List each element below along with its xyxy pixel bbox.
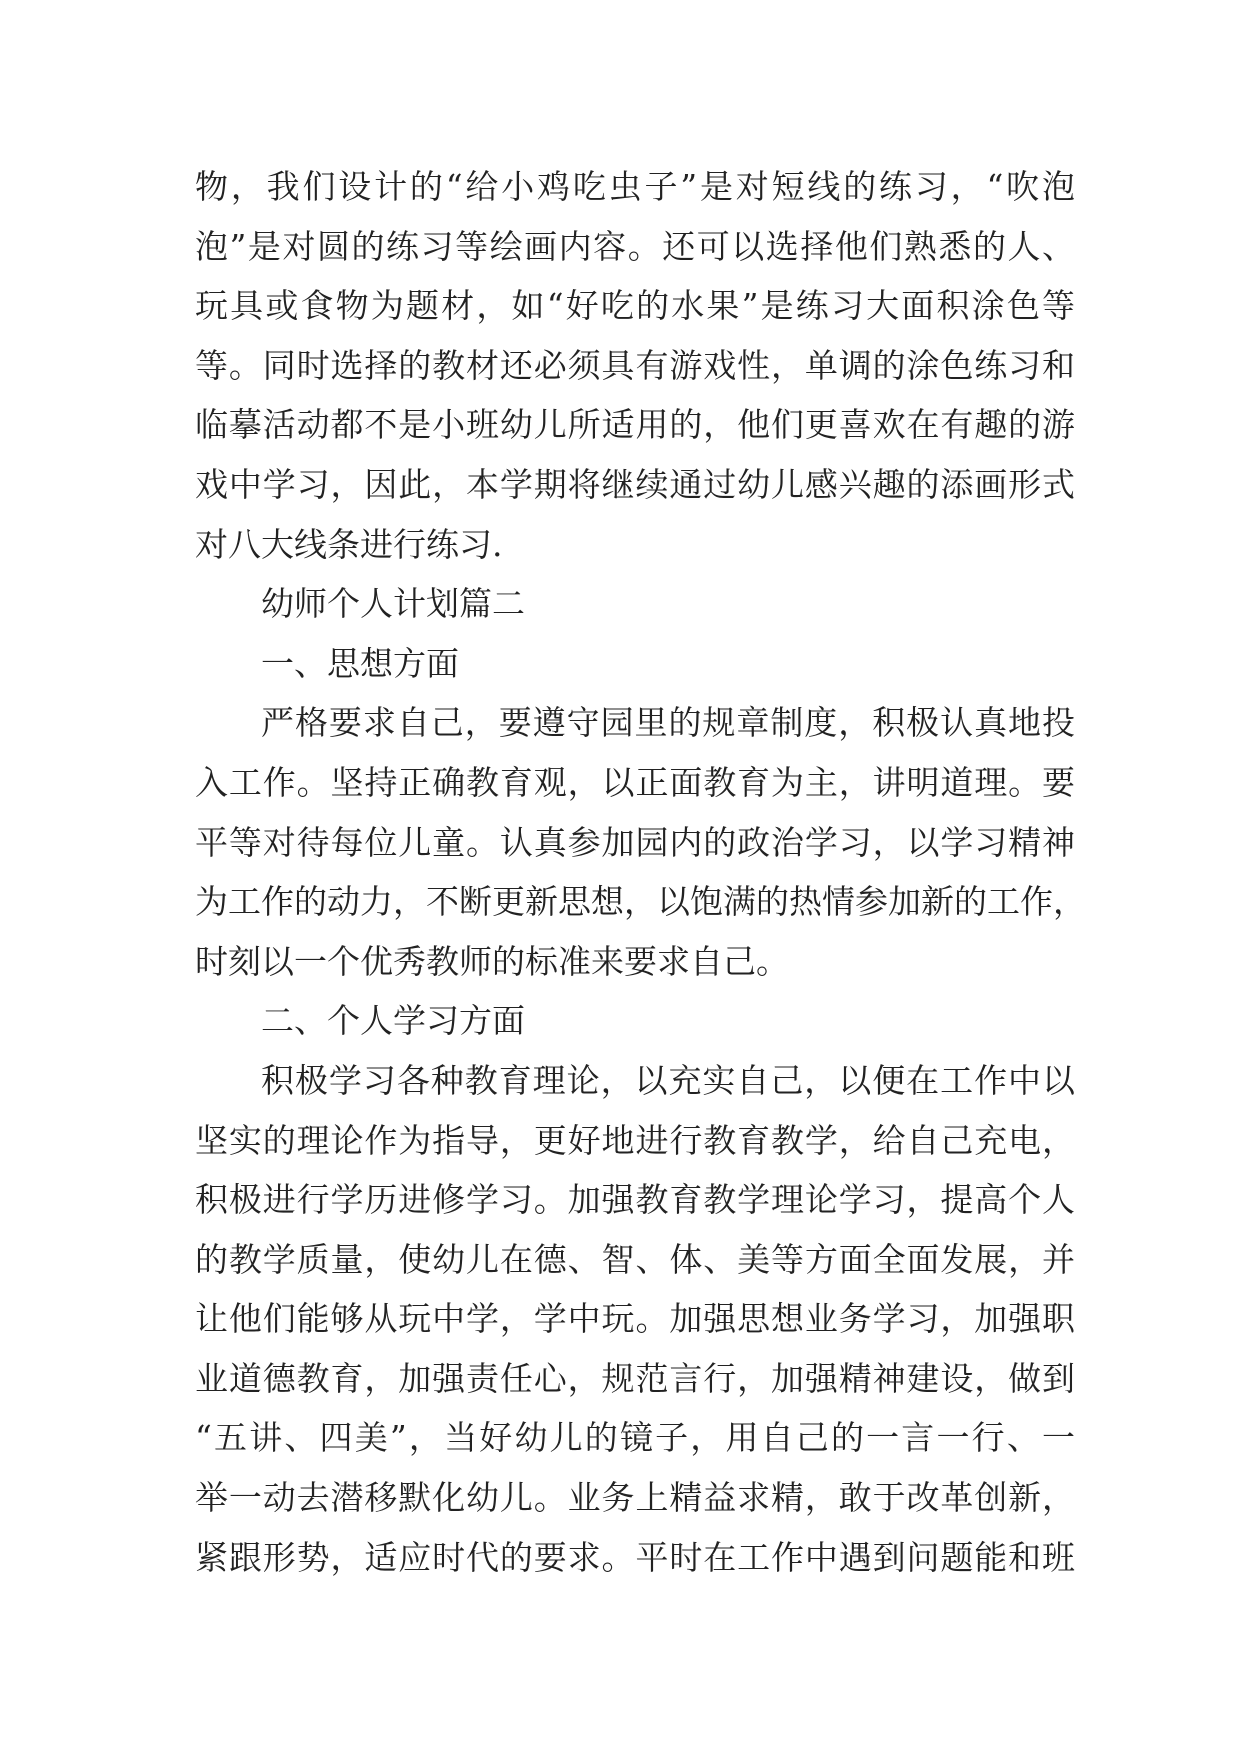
- text-line: 业道德教育，加强责任心，规范言行，加强精神建设，做到: [195, 1358, 1075, 1398]
- text-line: 坚实的理论作为指导，更好地进行教育教学，给自己充电，: [195, 1120, 1075, 1160]
- text-line: 物，我们设计的“给小鸡吃虫子”是对短线的练习，“吹泡: [195, 167, 1075, 206]
- text-line: 泡”是对圆的练习等绘画内容。还可以选择他们熟悉的人、: [195, 226, 1075, 266]
- section-heading: 二、个人学习方面: [261, 1001, 525, 1041]
- paragraph-first-line: 严格要求自己，要遵守园里的规章制度，积极认真地投: [261, 703, 1075, 743]
- text-line: 积极进行学历进修学习。加强教育教学理论学习，提高个人: [195, 1180, 1075, 1220]
- text-line: 紧跟形势，适应时代的要求。平时在工作中遇到问题能和班: [195, 1537, 1075, 1577]
- text-line: 平等对待每位儿童。认真参加园内的政治学习，以学习精神: [195, 822, 1075, 862]
- text-line: 临摹活动都不是小班幼儿所适用的，他们更喜欢在有趣的游: [195, 405, 1075, 445]
- paragraph-first-line: 积极学习各种教育理论，以充实自己，以便在工作中以: [261, 1060, 1075, 1100]
- text-line: 对八大线条进行练习.: [195, 524, 503, 564]
- text-line: “五讲、四美”，当好幼儿的镜子，用自己的一言一行、一: [195, 1418, 1075, 1458]
- text-line: 玩具或食物为题材，如“好吃的水果”是练习大面积涂色等: [195, 286, 1075, 326]
- section-heading: 一、思想方面: [261, 643, 459, 683]
- text-line: 举一动去潜移默化幼儿。业务上精益求精，敢于改革创新，: [195, 1478, 1075, 1518]
- text-line: 的教学质量，使幼儿在德、智、体、美等方面全面发展，并: [195, 1239, 1075, 1279]
- text-line: 戏中学习，因此，本学期将继续通过幼儿感兴趣的添画形式: [195, 464, 1075, 504]
- text-line: 等。同时选择的教材还必须具有游戏性，单调的涂色练习和: [195, 345, 1075, 385]
- document-body: [195, 157, 1086, 1587]
- text-line: 为工作的动力，不断更新思想，以饱满的热情参加新的工作，: [195, 882, 1086, 922]
- text-line: 入工作。坚持正确教育观，以正面教育为主，讲明道理。要: [195, 762, 1075, 802]
- section-title: 幼师个人计划篇二: [261, 584, 525, 624]
- text-line: 时刻以一个优秀教师的标准来要求自己。: [195, 941, 789, 981]
- text-line: 让他们能够从玩中学，学中玩。加强思想业务学习，加强职: [195, 1299, 1075, 1339]
